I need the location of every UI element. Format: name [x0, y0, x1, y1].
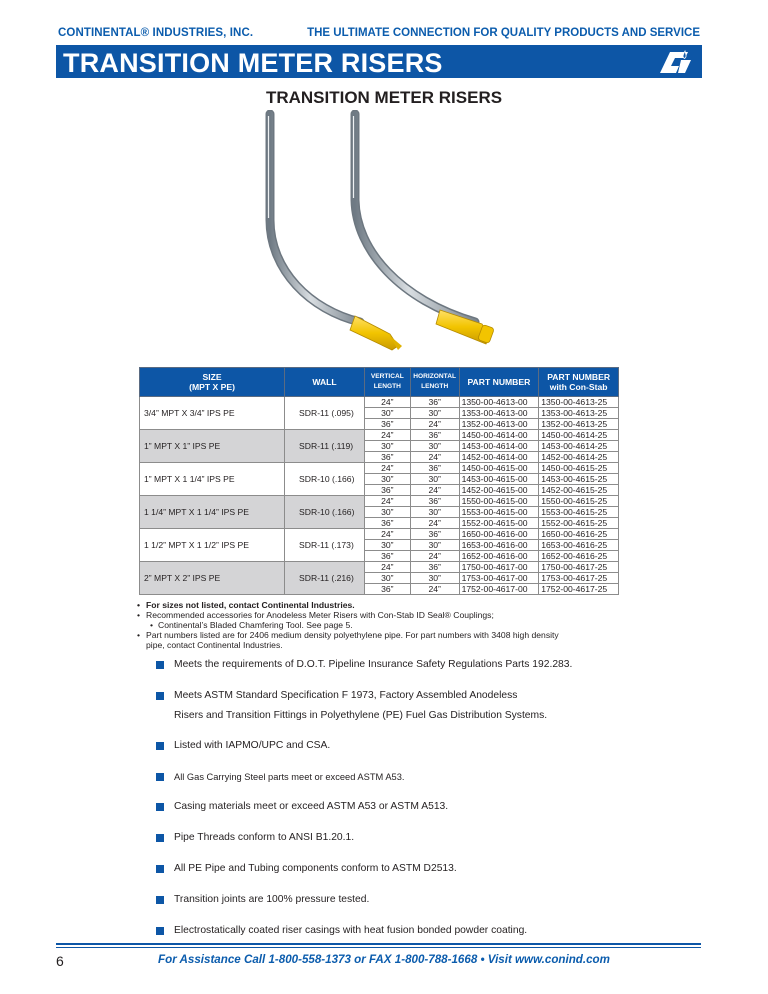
cell-wall: SDR-11 (.095) [285, 397, 365, 430]
cell-wall: SDR-11 (.119) [285, 430, 365, 463]
feature-item: Casing materials meet or exceed ASTM A53 or ASTM A513. [156, 797, 448, 817]
cell-wall: SDR-10 (.166) [285, 463, 365, 496]
cell-part-number: 1650-00-4616-00 [459, 529, 539, 540]
table-header-row [140, 368, 619, 397]
cell-part-number-constab: 1650-00-4616-25 [539, 529, 619, 540]
cell-horizontal-length: 30” [410, 573, 459, 584]
cell-vertical-length: 24” [364, 430, 410, 441]
feature-item: All Gas Carrying Steel parts meet or exceed ASTM A53. [156, 767, 404, 787]
cell-wall: SDR-10 (.166) [285, 496, 365, 529]
cell-vertical-length: 36” [364, 551, 410, 562]
cell-vertical-length: 24” [364, 529, 410, 540]
note-part-numbers: • Part numbers listed are for 2406 medium density polyethylene pipe. For part numbers with 3408 high density [136, 630, 616, 640]
cell-part-number-constab: 1652-00-4616-25 [539, 551, 619, 562]
cell-part-number-constab: 1350-00-4613-25 [539, 397, 619, 408]
section-title: TRANSITION METER RISERS [265, 88, 503, 107]
cell-size: 1 1/2” MPT X 1 1/2” IPS PE [140, 529, 285, 562]
note-part-numbers-cont: pipe, contact Continental Industries. [146, 640, 283, 650]
cell-horizontal-length: 30” [410, 507, 459, 518]
cell-vertical-length: 30” [364, 540, 410, 551]
spec-table [139, 367, 619, 595]
cell-part-number: 1652-00-4616-00 [459, 551, 539, 562]
cell-part-number: 1450-00-4615-00 [459, 463, 539, 474]
feature-item: Transition joints are 100% pressure tested. [156, 890, 369, 910]
cell-horizontal-length: 36” [410, 430, 459, 441]
col-header-vertical: VERTICAL LENGTH [364, 368, 410, 397]
notes [136, 600, 616, 650]
cell-part-number: 1450-00-4614-00 [459, 430, 539, 441]
feature-item: Meets ASTM Standard Specification F 1973, Factory Assembled Anodeless [156, 686, 517, 706]
cell-part-number: 1553-00-4615-00 [459, 507, 539, 518]
bullet-square-icon [156, 896, 164, 904]
feature-item: Meets the requirements of D.O.T. Pipeline Insurance Safety Regulations Parts 192.283. [156, 655, 572, 675]
cell-horizontal-length: 30” [410, 408, 459, 419]
cell-size: 3/4” MPT X 3/4” IPS PE [140, 397, 285, 430]
cell-horizontal-length: 30” [410, 540, 459, 551]
cell-size: 1 1/4” MPT X 1 1/4” IPS PE [140, 496, 285, 529]
note-sizes: • For sizes not listed, contact Continental Industries. [136, 600, 616, 610]
cell-vertical-length: 24” [364, 463, 410, 474]
cell-vertical-length: 24” [364, 562, 410, 573]
cell-wall: SDR-11 (.216) [285, 562, 365, 595]
cell-horizontal-length: 24” [410, 419, 459, 430]
bullet-square-icon [156, 834, 164, 842]
cell-horizontal-length: 24” [410, 551, 459, 562]
cell-horizontal-length: 30” [410, 474, 459, 485]
feature-item: Pipe Threads conform to ANSI B1.20.1. [156, 828, 354, 848]
cell-part-number-constab: 1453-00-4615-25 [539, 474, 619, 485]
cell-size: 1” MPT X 1 1/4” IPS PE [140, 463, 285, 496]
cell-vertical-length: 36” [364, 485, 410, 496]
cell-part-number-constab: 1552-00-4615-25 [539, 518, 619, 529]
col-header-size: SIZE (MPT X PE) [140, 368, 285, 397]
cell-part-number-constab: 1453-00-4614-25 [539, 441, 619, 452]
cell-horizontal-length: 24” [410, 485, 459, 496]
cell-size: 2” MPT X 2” IPS PE [140, 562, 285, 595]
feature-item: All PE Pipe and Tubing components conform to ASTM D2513. [156, 859, 457, 879]
cell-vertical-length: 30” [364, 507, 410, 518]
cell-size: 1” MPT X 1” IPS PE [140, 430, 285, 463]
bullet-square-icon [156, 927, 164, 935]
cell-part-number: 1750-00-4617-00 [459, 562, 539, 573]
cell-part-number: 1550-00-4615-00 [459, 496, 539, 507]
cell-horizontal-length: 24” [410, 518, 459, 529]
tagline: THE ULTIMATE CONNECTION FOR QUALITY PRODUCTS AND SERVICE [307, 27, 700, 39]
cell-part-number: 1653-00-4616-00 [459, 540, 539, 551]
note-chamfering-tool: • Continental’s Bladed Chamfering Tool. See page 5. [136, 620, 616, 630]
cell-vertical-length: 30” [364, 408, 410, 419]
cell-vertical-length: 36” [364, 518, 410, 529]
cell-horizontal-length: 24” [410, 584, 459, 595]
footer-rule-thin [56, 947, 701, 948]
cell-horizontal-length: 36” [410, 562, 459, 573]
cell-part-number-constab: 1752-00-4617-25 [539, 584, 619, 595]
cell-part-number-constab: 1653-00-4616-25 [539, 540, 619, 551]
cell-part-number: 1452-00-4614-00 [459, 452, 539, 463]
footer-rule [56, 943, 701, 945]
cell-horizontal-length: 36” [410, 529, 459, 540]
cell-part-number: 1453-00-4614-00 [459, 441, 539, 452]
footer-contact: For Assistance Call 1-800-558-1373 or FAX 1-800-788-1668 • Visit www.conind.com [158, 953, 610, 966]
cell-horizontal-length: 36” [410, 397, 459, 408]
note-accessories: • Recommended accessories for Anodeless Meter Risers with Con-Stab ID Seal® Couplings; [136, 610, 616, 620]
cell-part-number: 1453-00-4615-00 [459, 474, 539, 485]
cell-part-number-constab: 1553-00-4615-25 [539, 507, 619, 518]
cell-part-number: 1752-00-4617-00 [459, 584, 539, 595]
table-row [140, 496, 619, 507]
cell-vertical-length: 30” [364, 573, 410, 584]
cell-part-number-constab: 1450-00-4615-25 [539, 463, 619, 474]
bullet-square-icon [156, 692, 164, 700]
cell-vertical-length: 36” [364, 452, 410, 463]
table-row [140, 562, 619, 573]
col-header-part-number: PART NUMBER [459, 368, 539, 397]
bullet-square-icon [156, 865, 164, 873]
cell-horizontal-length: 36” [410, 463, 459, 474]
col-header-horizontal: HORIZONTAL LENGTH [410, 368, 459, 397]
page-title: TRANSITION METER RISERS [63, 48, 443, 78]
cell-part-number-constab: 1753-00-4617-25 [539, 573, 619, 584]
cell-horizontal-length: 36” [410, 496, 459, 507]
page-number: 6 [56, 953, 64, 969]
cell-part-number-constab: 1750-00-4617-25 [539, 562, 619, 573]
riser-product-image [250, 110, 510, 360]
col-header-part-number-constab: PART NUMBER with Con-Stab [539, 368, 619, 397]
feature-item: Electrostatically coated riser casings with heat fusion bonded powder coating. [156, 921, 527, 941]
continental-logo-icon [654, 49, 694, 74]
cell-wall: SDR-11 (.173) [285, 529, 365, 562]
cell-part-number-constab: 1452-00-4615-25 [539, 485, 619, 496]
cell-part-number: 1753-00-4617-00 [459, 573, 539, 584]
table-row [140, 529, 619, 540]
cell-vertical-length: 24” [364, 496, 410, 507]
cell-part-number: 1352-00-4613-00 [459, 419, 539, 430]
cell-part-number: 1552-00-4615-00 [459, 518, 539, 529]
cell-horizontal-length: 24” [410, 452, 459, 463]
cell-horizontal-length: 30” [410, 441, 459, 452]
bullet-square-icon [156, 742, 164, 750]
bullet-square-icon [156, 773, 164, 781]
cell-vertical-length: 30” [364, 474, 410, 485]
cell-vertical-length: 36” [364, 584, 410, 595]
cell-part-number-constab: 1550-00-4615-25 [539, 496, 619, 507]
company-name: CONTINENTAL® INDUSTRIES, INC. [58, 27, 254, 39]
feature-item: Listed with IAPMO/UPC and CSA. [156, 736, 330, 756]
title-bar [56, 45, 702, 78]
cell-part-number: 1350-00-4613-00 [459, 397, 539, 408]
bullet-square-icon [156, 803, 164, 811]
cell-vertical-length: 36” [364, 419, 410, 430]
col-header-wall: WALL [285, 368, 365, 397]
cell-part-number: 1353-00-4613-00 [459, 408, 539, 419]
feature-item-continued: Risers and Transition Fittings in Polyethylene (PE) Fuel Gas Distribution Systems. [174, 710, 548, 721]
cell-part-number-constab: 1452-00-4614-25 [539, 452, 619, 463]
table-row [140, 397, 619, 408]
cell-part-number-constab: 1450-00-4614-25 [539, 430, 619, 441]
cell-vertical-length: 24” [364, 397, 410, 408]
cell-part-number-constab: 1352-00-4613-25 [539, 419, 619, 430]
cell-part-number-constab: 1353-00-4613-25 [539, 408, 619, 419]
cell-part-number: 1452-00-4615-00 [459, 485, 539, 496]
table-row [140, 463, 619, 474]
cell-vertical-length: 30” [364, 441, 410, 452]
bullet-square-icon [156, 661, 164, 669]
table-row [140, 430, 619, 441]
